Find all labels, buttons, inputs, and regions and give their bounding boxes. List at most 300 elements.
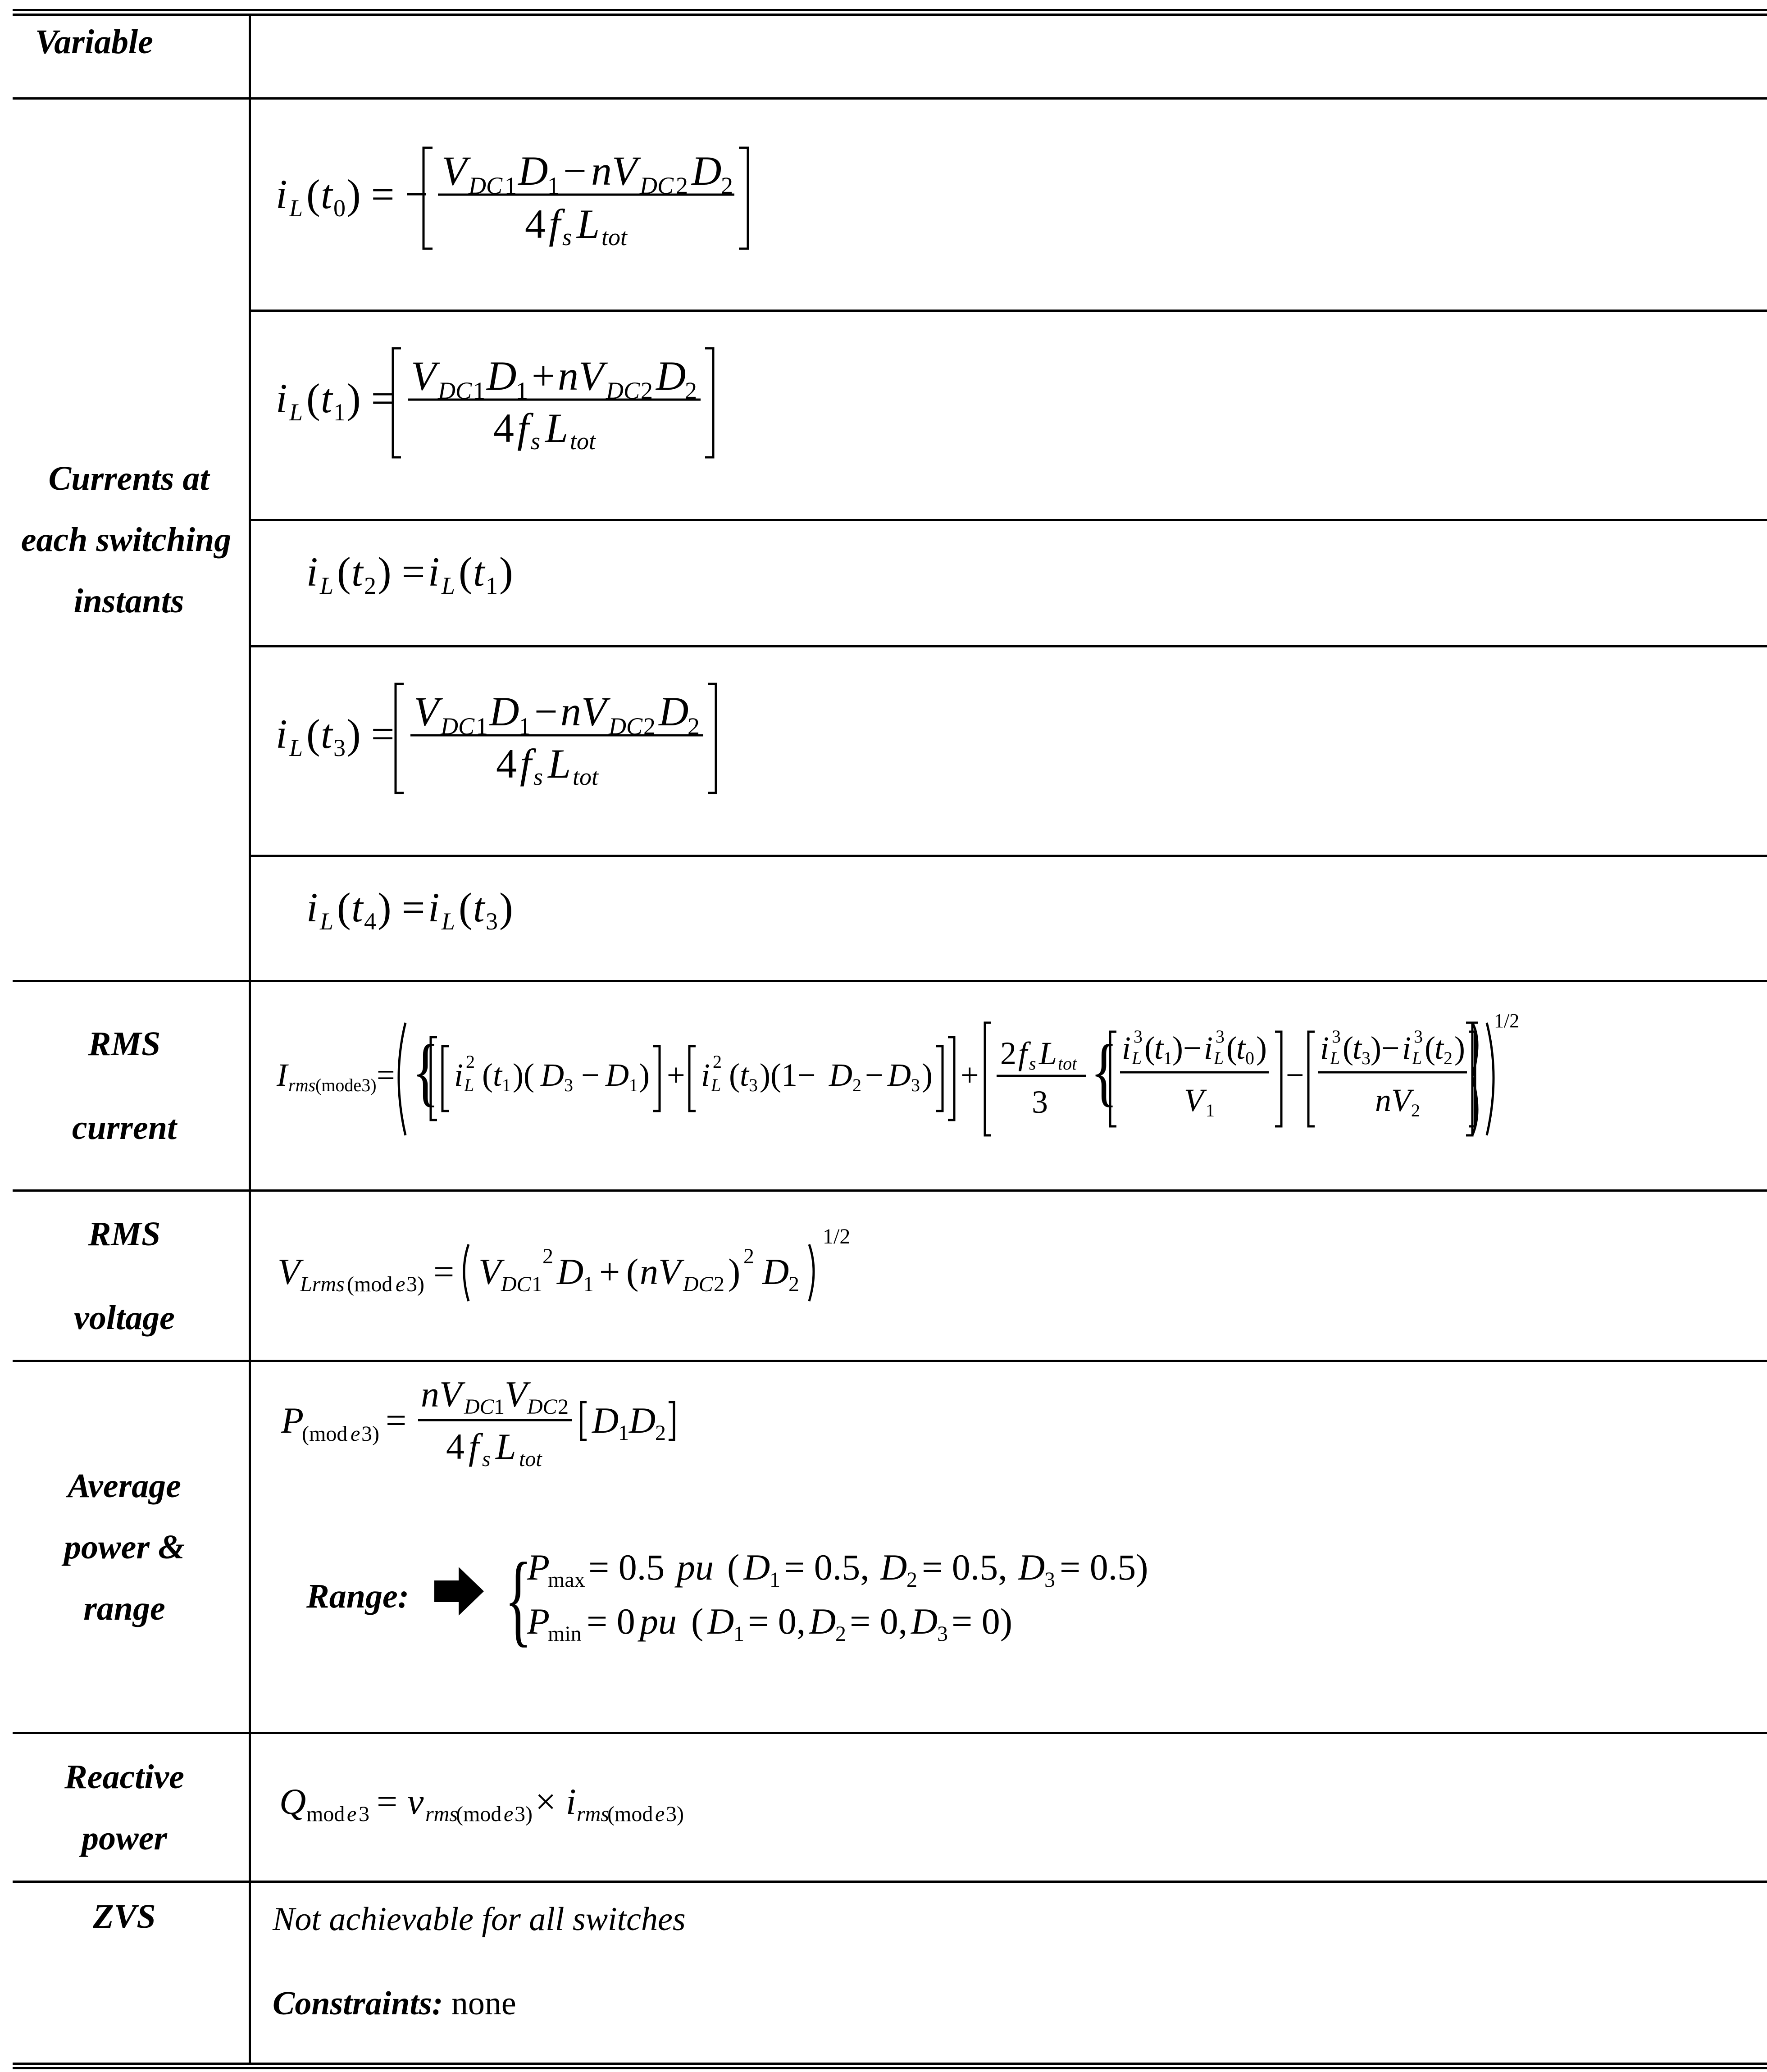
svg-text:1: 1 (494, 1395, 505, 1419)
svg-text:2: 2 (688, 713, 700, 740)
svg-text:t: t (1236, 1030, 1246, 1066)
svg-text:)(1−: )(1− (760, 1057, 816, 1093)
svg-text:(mod: (mod (456, 1802, 502, 1826)
svg-text:min: min (548, 1622, 582, 1646)
svg-text:1: 1 (516, 377, 528, 404)
average-power-label-line-2: power & (64, 1528, 185, 1566)
svg-text:L: L (289, 734, 303, 761)
svg-text:1: 1 (1206, 1100, 1215, 1120)
svg-text:nV: nV (560, 688, 607, 734)
svg-text:)−: )− (1371, 1030, 1400, 1066)
svg-text:L: L (320, 908, 334, 935)
reactive-power-label-line-1: Reactive (64, 1758, 184, 1796)
svg-text:2: 2 (655, 1421, 666, 1445)
svg-text:L: L (548, 741, 571, 787)
svg-text:3: 3 (1332, 1026, 1341, 1047)
svg-text:L: L (464, 1075, 474, 1095)
svg-text:2: 2 (906, 1568, 917, 1592)
svg-text:(mod: (mod (347, 1272, 393, 1296)
svg-text:2: 2 (641, 377, 653, 404)
svg-text:tot: tot (601, 223, 628, 250)
svg-text:1: 1 (476, 713, 488, 740)
svg-text:2: 2 (713, 1052, 722, 1072)
reactive-power-equation (270, 1771, 766, 1843)
svg-text:1: 1 (618, 1421, 629, 1445)
zvs-label (0, 1883, 249, 1950)
currents-rule (13, 980, 1767, 982)
current-t0-equation (270, 135, 766, 261)
svg-text:DC: DC (469, 172, 503, 199)
svg-text:f: f (469, 1426, 479, 1467)
svg-text:4: 4 (525, 201, 546, 247)
rms-current-label-line-1: RMS (88, 1025, 161, 1063)
svg-text:i: i (566, 1781, 576, 1822)
svg-text:D: D (541, 1057, 564, 1093)
svg-text:1: 1 (629, 1075, 638, 1095)
svg-text:=: = (433, 1251, 455, 1292)
svg-text:L: L (289, 195, 303, 222)
svg-text:= 0.5,: = 0.5, (784, 1547, 870, 1588)
svg-text:2: 2 (1000, 1035, 1016, 1071)
svg-text:)−: )− (1172, 1030, 1202, 1066)
svg-text:L: L (1214, 1048, 1224, 1068)
svg-text:D: D (629, 1400, 656, 1441)
constraints-label: Constraints: (273, 1985, 443, 2022)
svg-text:f: f (1018, 1035, 1028, 1071)
svg-text:3: 3 (359, 1802, 369, 1826)
svg-text:V: V (414, 688, 439, 734)
svg-text:3: 3 (1032, 1084, 1048, 1120)
rms-voltage-equation (270, 1216, 901, 1325)
svg-text:(: ( (306, 375, 320, 421)
svg-text:e: e (347, 1802, 357, 1826)
svg-text:=: = (386, 1400, 407, 1441)
svg-text:V: V (411, 353, 437, 399)
svg-text:t: t (321, 711, 332, 757)
svg-text:DC: DC (441, 713, 475, 740)
svg-text:tot: tot (1058, 1053, 1077, 1074)
subrow-rule-3 (249, 645, 1767, 647)
svg-text:1: 1 (1163, 1048, 1172, 1068)
svg-text:Q: Q (279, 1781, 306, 1822)
svg-text:t: t (493, 1057, 502, 1093)
svg-text:3): 3) (406, 1272, 424, 1296)
svg-text:3: 3 (1414, 1026, 1423, 1047)
svg-text:D: D (518, 148, 548, 194)
svg-text:−: − (865, 1057, 884, 1093)
svg-text:i: i (276, 711, 287, 757)
zvs-constraints (273, 1985, 516, 2023)
svg-text:4: 4 (446, 1426, 465, 1467)
average-power-label (0, 1362, 249, 1732)
power-rule (13, 1732, 1767, 1734)
svg-text:t: t (351, 549, 363, 595)
svg-text:2: 2 (558, 1395, 569, 1419)
svg-text:f: f (520, 741, 532, 787)
svg-text:1: 1 (583, 1272, 594, 1296)
svg-text:3): 3) (666, 1802, 684, 1826)
svg-text:t: t (740, 1057, 749, 1093)
svg-text:D: D (592, 1400, 619, 1441)
svg-text:tot: tot (519, 1447, 542, 1471)
svg-text:): ) (1256, 1030, 1267, 1066)
svg-text:P: P (527, 1601, 550, 1642)
current-t2-equation (297, 550, 568, 613)
svg-text:3: 3 (749, 1075, 758, 1095)
svg-text:1: 1 (502, 1075, 511, 1095)
svg-text:DC: DC (640, 172, 674, 199)
svg-text:nV: nV (591, 148, 638, 194)
table-top-rule-1 (13, 9, 1767, 11)
svg-text:) =: ) = (378, 884, 425, 930)
svg-text:(: ( (729, 1057, 740, 1093)
svg-text:i: i (306, 549, 318, 595)
svg-text:0: 0 (1245, 1048, 1254, 1068)
svg-text:D: D (809, 1601, 836, 1642)
svg-text:e: e (351, 1422, 360, 1446)
svg-text:2: 2 (466, 1052, 475, 1072)
svg-text:D: D (880, 1547, 907, 1588)
svg-text:−: − (581, 1057, 600, 1093)
svg-text:i: i (276, 375, 287, 421)
svg-text:D: D (656, 353, 686, 399)
subrow-rule-1 (249, 310, 1767, 312)
svg-text:L: L (289, 399, 303, 426)
svg-text:(: ( (1226, 1030, 1237, 1066)
svg-text:V: V (478, 1251, 501, 1292)
svg-text:L: L (577, 201, 600, 247)
rms-voltage-label (0, 1192, 249, 1360)
reactive-power-label-line-2: power (82, 1819, 167, 1857)
svg-text:rms: rms (425, 1802, 458, 1826)
svg-text:4: 4 (493, 405, 514, 451)
svg-text:): ) (499, 549, 513, 595)
svg-text:e: e (396, 1272, 405, 1296)
svg-text:DC: DC (501, 1272, 531, 1296)
svg-text:V: V (1184, 1082, 1204, 1118)
svg-text:i: i (428, 549, 440, 595)
svg-text:e: e (655, 1802, 665, 1826)
svg-text:t: t (473, 884, 485, 930)
svg-text:i: i (276, 171, 287, 217)
svg-text:2: 2 (542, 1244, 553, 1268)
svg-text:1: 1 (333, 399, 346, 426)
variable-header: Variable (35, 23, 153, 61)
svg-text:max: max (548, 1568, 585, 1592)
svg-text:pu: pu (677, 1547, 714, 1588)
svg-text:=: = (377, 1781, 398, 1822)
svg-text:tot: tot (573, 763, 599, 790)
svg-text:): ) (499, 884, 513, 930)
svg-text:D: D (692, 148, 722, 194)
svg-text:nV: nV (1375, 1082, 1411, 1118)
svg-text:3: 3 (1362, 1048, 1371, 1068)
svg-text:+: + (532, 353, 555, 399)
svg-text:(: ( (626, 1251, 639, 1292)
svg-text:D: D (829, 1057, 852, 1093)
svg-text:L: L (1039, 1035, 1057, 1071)
svg-text:D: D (888, 1057, 911, 1093)
svg-text:i: i (428, 884, 440, 930)
current-t4-equation (297, 885, 568, 948)
svg-text:I: I (277, 1057, 287, 1093)
svg-text:) =: ) = (347, 711, 395, 757)
svg-text:): ) (1454, 1030, 1465, 1066)
svg-text:3: 3 (333, 734, 346, 761)
svg-text:)(: )( (513, 1057, 534, 1093)
svg-text:= 0.5,: = 0.5, (922, 1547, 1007, 1588)
svg-text:=: = (377, 1057, 395, 1093)
svg-text:D: D (762, 1251, 789, 1292)
currents-label-line-3: instants (73, 582, 184, 620)
subrow-rule-2 (249, 519, 1767, 521)
svg-text:2: 2 (721, 172, 733, 199)
svg-text:2: 2 (1444, 1048, 1453, 1068)
svg-text:DC: DC (438, 377, 472, 404)
svg-text:V: V (278, 1251, 301, 1292)
currents-label (9, 100, 249, 980)
svg-text:D: D (659, 688, 689, 734)
svg-text:e: e (504, 1802, 514, 1826)
svg-text:L: L (442, 908, 455, 935)
svg-text:V: V (442, 148, 467, 194)
svg-text:t: t (473, 549, 485, 595)
svg-text:{: { (505, 1542, 532, 1657)
rms-voltage-label-line-1: RMS (88, 1215, 161, 1253)
svg-text:1: 1 (486, 572, 498, 599)
svg-text:i: i (306, 884, 318, 930)
svg-text:3: 3 (937, 1622, 948, 1646)
svg-text:t: t (1154, 1030, 1164, 1066)
svg-text:(: ( (727, 1547, 740, 1588)
svg-text:(: ( (306, 711, 320, 757)
rms-current-label (0, 982, 249, 1189)
svg-text:D: D (489, 688, 519, 734)
svg-text:+: + (599, 1251, 620, 1292)
svg-text:mod: mod (306, 1802, 345, 1826)
svg-text:i: i (454, 1057, 464, 1093)
svg-text:L: L (1330, 1048, 1340, 1068)
svg-text:+: + (961, 1057, 979, 1093)
svg-text:2: 2 (1411, 1100, 1420, 1120)
svg-text:3): 3) (515, 1802, 533, 1826)
svg-text:4: 4 (364, 908, 376, 935)
svg-text:i: i (1204, 1030, 1213, 1066)
svg-text:(: ( (691, 1601, 704, 1642)
svg-text:s: s (482, 1447, 491, 1471)
svg-text:): ) (639, 1057, 650, 1093)
right-arrow-icon (433, 1564, 487, 1618)
svg-text:−: − (1286, 1057, 1304, 1093)
svg-text:Lrms: Lrms (300, 1272, 345, 1296)
svg-text:2: 2 (788, 1272, 799, 1296)
svg-text:nV: nV (640, 1251, 681, 1292)
svg-text:D: D (487, 353, 517, 399)
svg-text:3: 3 (1044, 1568, 1055, 1592)
constraints-value: none (451, 1985, 516, 2022)
currents-label-line-1: Currents at (48, 460, 209, 497)
column-divider (249, 14, 251, 2063)
svg-text:(mod: (mod (607, 1802, 653, 1826)
svg-text:3): 3) (361, 1422, 379, 1446)
svg-text:−: − (563, 148, 587, 194)
svg-text:L: L (545, 405, 569, 451)
svg-text:3: 3 (564, 1075, 573, 1095)
zvs-label-text: ZVS (93, 1898, 156, 1935)
svg-text:1: 1 (547, 172, 560, 199)
svg-text:DC: DC (609, 713, 643, 740)
svg-text:= 0): = 0) (952, 1601, 1013, 1642)
svg-text:) =: ) = (347, 375, 395, 421)
svg-text:i: i (1122, 1030, 1131, 1066)
svg-text:pu: pu (640, 1601, 677, 1642)
svg-text:= 0,: = 0, (748, 1601, 806, 1642)
svg-text:t: t (1435, 1030, 1444, 1066)
svg-text:DC: DC (527, 1395, 557, 1419)
svg-text:t: t (1353, 1030, 1362, 1066)
svg-text:L: L (1412, 1048, 1422, 1068)
svg-text:2: 2 (676, 172, 688, 199)
power-range-equations (505, 1527, 1225, 1662)
rms-voltage-rule (13, 1360, 1767, 1362)
svg-text:D: D (606, 1057, 629, 1093)
svg-text:i: i (701, 1057, 710, 1093)
svg-text:P: P (281, 1400, 304, 1441)
svg-text:= 0,: = 0, (850, 1601, 908, 1642)
svg-text:V: V (505, 1374, 528, 1415)
svg-text:D: D (707, 1601, 734, 1642)
svg-text:2: 2 (835, 1622, 846, 1646)
svg-text:1: 1 (473, 377, 485, 404)
svg-text:2: 2 (364, 572, 376, 599)
svg-text:D: D (911, 1601, 938, 1642)
svg-text:) = −: ) = − (347, 171, 428, 217)
svg-text:D: D (557, 1251, 584, 1292)
svg-text:L: L (320, 572, 334, 599)
svg-text:i: i (1402, 1030, 1412, 1066)
average-power-equation (270, 1370, 721, 1487)
table-bottom-rule-2 (13, 2067, 1767, 2069)
svg-text:L: L (711, 1075, 721, 1095)
svg-text:s: s (562, 223, 572, 250)
svg-text:−: − (534, 688, 558, 734)
svg-text:3: 3 (1216, 1026, 1225, 1047)
header-rule (13, 97, 1767, 100)
svg-text:+: + (667, 1057, 685, 1093)
svg-text:(: ( (459, 884, 473, 930)
svg-text:t: t (351, 884, 363, 930)
svg-text:D: D (1018, 1547, 1045, 1588)
reactive-power-label (0, 1734, 249, 1881)
svg-text:(: ( (482, 1057, 493, 1093)
svg-text:1: 1 (532, 1272, 542, 1296)
rms-current-equation (270, 1005, 1520, 1149)
svg-text:DC: DC (683, 1272, 713, 1296)
svg-text:1: 1 (519, 713, 531, 740)
svg-text:4: 4 (496, 741, 517, 787)
svg-text:1/2: 1/2 (1494, 1010, 1520, 1032)
svg-text:1/2: 1/2 (823, 1225, 851, 1248)
svg-text:rms: rms (288, 1075, 316, 1095)
svg-text:(: ( (337, 884, 351, 930)
svg-text:DC: DC (464, 1395, 494, 1419)
currents-label-line-2: each switching (21, 521, 232, 559)
svg-text:tot: tot (570, 428, 596, 455)
svg-text:2: 2 (685, 377, 697, 404)
svg-text:(: ( (1425, 1030, 1435, 1066)
reactive-rule (13, 1881, 1767, 1883)
svg-text:{: { (1090, 1029, 1118, 1114)
svg-text:): ) (728, 1251, 741, 1292)
svg-text:(mode3): (mode3) (315, 1075, 377, 1095)
average-power-label-line-1: Average (68, 1466, 181, 1505)
svg-text:t: t (321, 171, 332, 217)
svg-text:D: D (743, 1547, 770, 1588)
svg-text:1: 1 (505, 172, 517, 199)
current-t1-equation (270, 345, 766, 466)
svg-text:×: × (535, 1781, 556, 1822)
svg-text:= 0.5): = 0.5) (1060, 1547, 1148, 1588)
zvs-text: Not achievable for all switches (273, 1901, 686, 1938)
svg-text:nV: nV (558, 353, 604, 399)
svg-text:f: f (549, 201, 560, 247)
rms-current-label-line-2: current (72, 1109, 177, 1147)
average-power-label-line-3: range (83, 1589, 165, 1627)
svg-text:2: 2 (714, 1272, 724, 1296)
svg-text:L: L (1132, 1048, 1142, 1068)
table-top-rule-2 (13, 14, 1767, 16)
svg-text:v: v (407, 1781, 424, 1822)
svg-text:L: L (496, 1426, 516, 1467)
svg-text:(: ( (1343, 1030, 1353, 1066)
svg-text:= 0: = 0 (587, 1601, 635, 1642)
svg-text:1: 1 (770, 1568, 780, 1592)
svg-text:rms: rms (577, 1802, 610, 1826)
svg-text:3: 3 (1134, 1026, 1143, 1047)
svg-text:(: ( (1144, 1030, 1155, 1066)
svg-text:i: i (1320, 1030, 1330, 1066)
svg-text:(: ( (459, 549, 473, 595)
current-t3-equation (270, 680, 766, 802)
svg-text:f: f (517, 405, 529, 451)
svg-text:) =: ) = (378, 549, 425, 595)
rms-voltage-label-line-2: voltage (74, 1298, 175, 1337)
subrow-rule-4 (249, 855, 1767, 857)
svg-text:L: L (442, 572, 455, 599)
svg-text:(: ( (306, 171, 320, 217)
svg-text:2: 2 (743, 1244, 754, 1268)
svg-text:{: { (412, 1029, 440, 1114)
svg-text:s: s (533, 763, 543, 790)
svg-text:nV: nV (421, 1374, 462, 1415)
svg-text:DC: DC (606, 377, 640, 404)
svg-text:3: 3 (911, 1075, 920, 1095)
svg-text:2: 2 (643, 713, 656, 740)
svg-text:0: 0 (333, 195, 346, 222)
svg-text:t: t (321, 375, 332, 421)
svg-text:= 0.5: = 0.5 (588, 1547, 665, 1588)
svg-text:): ) (922, 1057, 933, 1093)
svg-text:P: P (527, 1547, 550, 1588)
svg-text:1: 1 (733, 1622, 744, 1646)
table-bottom-rule-1 (13, 2063, 1767, 2065)
svg-text:2: 2 (852, 1075, 861, 1095)
svg-text:s: s (1029, 1053, 1036, 1074)
svg-text:3: 3 (486, 908, 498, 935)
svg-text:(: ( (337, 549, 351, 595)
svg-text:(mod: (mod (302, 1422, 348, 1446)
rms-current-rule (13, 1189, 1767, 1192)
